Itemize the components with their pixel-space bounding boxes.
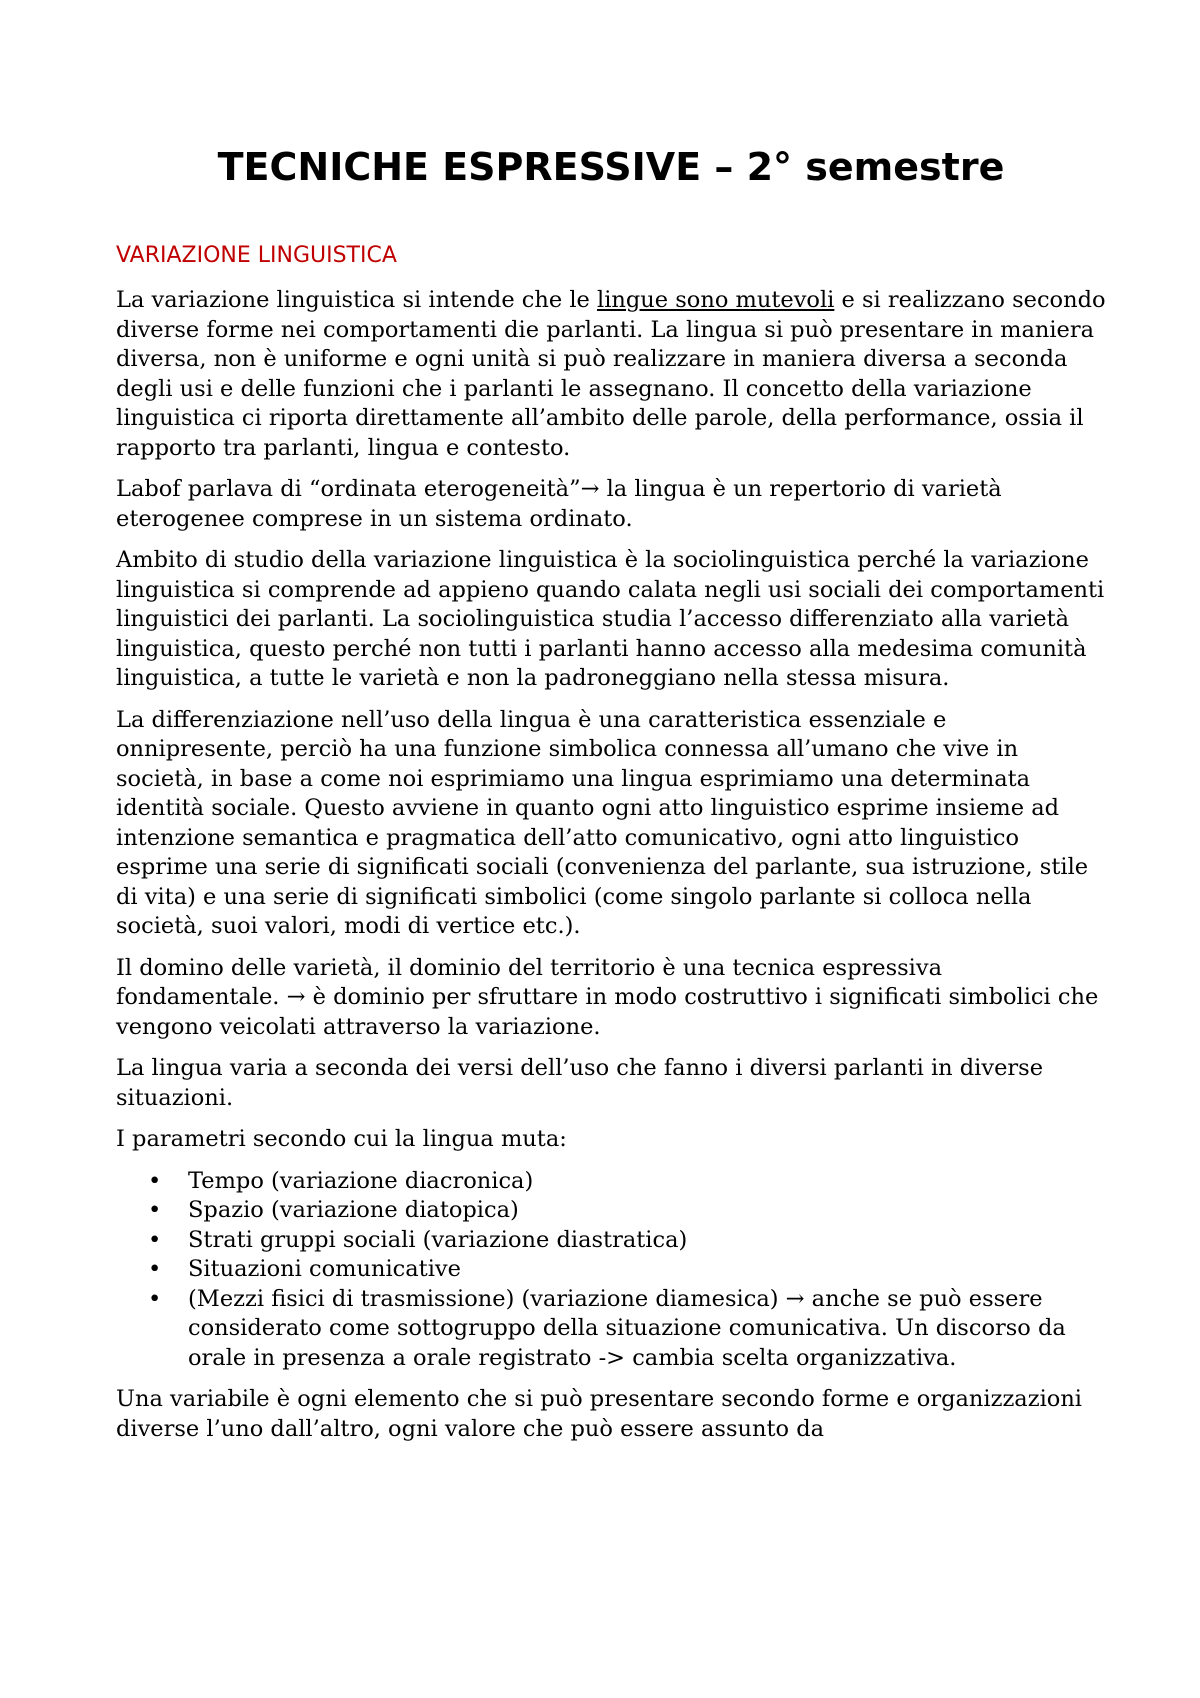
document-title: TECNICHE ESPRESSIVE – 2° semestre <box>217 145 1005 189</box>
underlined-phrase: lingue sono mutevoli <box>597 287 835 313</box>
parameters-list <box>116 1167 1106 1374</box>
paragraph-differenziazione: La differenziazione nell’uso della lingua è una caratteristica essenziale e onnipresente, perciò ha una funzione simbolica connessa all’umano che vive in società, in base a come noi esprimiamo una lingua esprimiamo una determinata identità sociale. Questo avviene in quanto ogni atto linguistico esprime insieme ad intenzione semantica e pragmatica dell’atto comunicativo, ogni atto linguistico esprime una serie di significati sociali (convenienza del parlante, sua istruzione, stile di vita) e una serie di significati simbolici (come singolo parlante si colloca nella società, suoi valori, modi di vertice etc.). <box>116 706 1089 939</box>
list-item <box>148 1285 1106 1374</box>
paragraph-parametri-intro: I parametri secondo cui la lingua muta: <box>116 1126 567 1152</box>
list-item-text: Tempo (variazione diacronica) <box>188 1167 534 1194</box>
paragraph-lingua-varia: La lingua varia a seconda dei versi dell’uso che fanno i diversi parlanti in diverse situazioni. <box>116 1055 1044 1111</box>
paragraph-text: e si realizzano secondo diverse forme nei comportamenti die parlanti. La lingua si può presentare in maniera diversa, non è uniforme e ogni unità si può realizzare in maniera diversa a seconda degli usi e delle funzioni che i parlanti le assegnano. Il concetto della variazione linguistica ci riporta direttamente all’ambito delle parole, della performance, ossia il rapporto tra parlanti, lingua e contesto. <box>116 287 1106 461</box>
section-heading: VARIAZIONE LINGUISTICA <box>116 243 397 268</box>
paragraph-labof: Labof parlava di “ordinata eterogeneità”→ la lingua è un repertorio di varietà eterogenee comprese in un sistema ordinato. <box>116 476 1002 532</box>
paragraph-text: La variazione linguistica si intende che le <box>116 287 598 313</box>
document-body <box>116 286 1106 1456</box>
document-page <box>116 0 1106 1698</box>
bullet-icon: • <box>148 1226 162 1253</box>
bullet-icon: • <box>148 1256 162 1282</box>
bullet-icon: • <box>148 1285 162 1312</box>
bullet-icon: • <box>148 1197 162 1223</box>
list-item-text: Strati gruppi sociali (variazione diastratica) <box>188 1226 688 1253</box>
list-item <box>148 1255 1106 1285</box>
list-item-text: (Mezzi fisici di trasmissione) (variazione diamesica) → anche se può essere considerato come sottogruppo della situazione comunicativa. Un discorso da orale in presenza a orale registrato -> cambia scelta organizzativa. <box>188 1285 1066 1371</box>
bullet-icon: • <box>148 1167 162 1194</box>
paragraph-sociolinguistica: Ambito di studio della variazione linguistica è la sociolinguistica perché la variazione linguistica si comprende ad appieno quando calata negli usi sociali dei comportamenti linguistici dei parlanti. La sociolinguistica studia l’accesso differenziato alla varietà linguistica, questo perché non tutti i parlanti hanno accesso alla medesima comunità linguistica, a tutte le varietà e non la padroneggiano nella stessa misura. <box>116 547 1105 691</box>
list-item <box>148 1226 1106 1256</box>
list-item <box>148 1196 1106 1226</box>
list-item-text: Spazio (variazione diatopica) <box>188 1197 519 1223</box>
paragraph-variazione-definizione <box>116 286 1106 463</box>
paragraph-dominio-varieta: Il domino delle varietà, il dominio del territorio è una tecnica espressiva fondamentale. → è dominio per sfruttare in modo costruttivo i significati simbolici che vengono veicolati attraverso la variazione. <box>116 954 1099 1040</box>
paragraph-variabile: Una variabile è ogni elemento che si può presentare secondo forme e organizzazioni diverse l’uno dall’altro, ogni valore che può essere assunto da <box>116 1386 1083 1442</box>
list-item-text: Situazioni comunicative <box>188 1256 461 1282</box>
list-item <box>148 1167 1106 1197</box>
